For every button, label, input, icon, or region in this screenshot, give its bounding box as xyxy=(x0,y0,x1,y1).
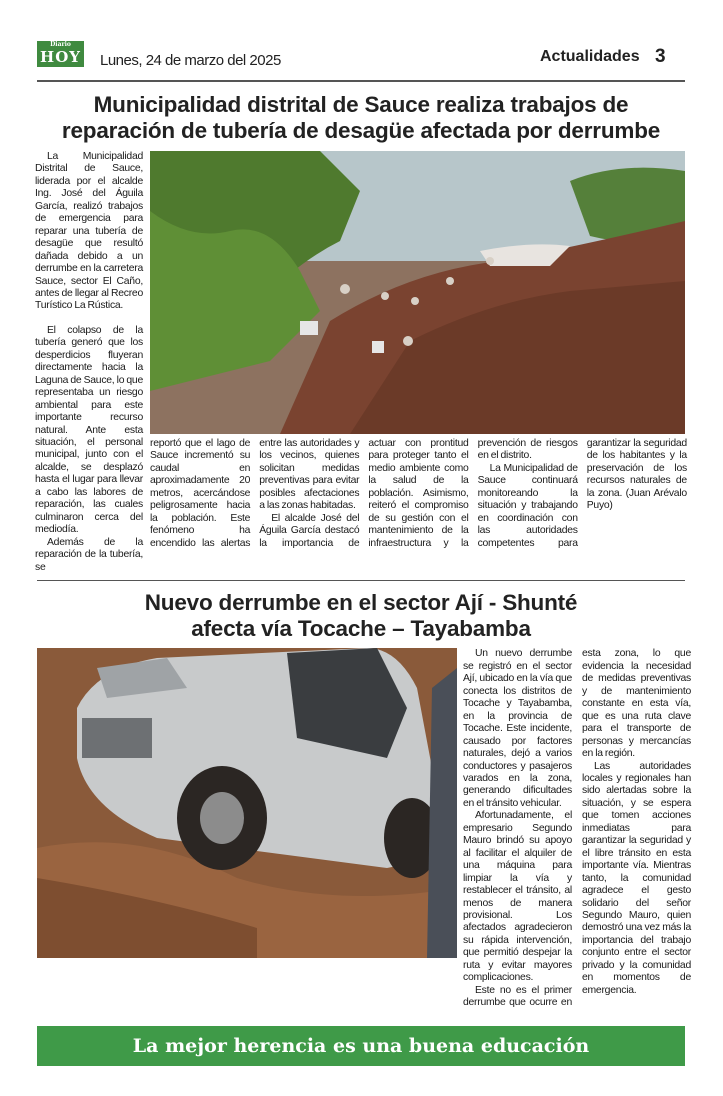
article2-body-columns xyxy=(463,648,691,1009)
paragraph: Afortunadamente, el empresario Segundo Mauro brindó su apoyo al facilitar el alquiler de una máquina para limpiar la vía y restablecer el tránsito, al menos de manera provisional. Los afectados agradecieron su rápida intervención, que permitió despejar la ruta y evitar mayores complicaciones. xyxy=(463,810,572,984)
logo-top: Diario xyxy=(50,41,71,48)
paragraph: La Municipalidad de Sauce continuará monitoreando la situación y trabajando en coordinación con las autoridades competentes para garantizar la seguridad de los habitantes y la preservación de los recursos naturales de la zona. (Juan Arévalo Puyo) xyxy=(477,438,687,549)
article1-main xyxy=(150,151,687,574)
article2-headline xyxy=(37,590,685,642)
headline-line: reparación de tubería de desagüe afectada por derrumbe xyxy=(61,118,661,143)
article2 xyxy=(37,648,691,1009)
logo-main: HOY xyxy=(40,48,81,66)
article1-photo-landslide xyxy=(150,151,685,434)
article-divider xyxy=(37,580,685,582)
footer-slogan-banner: La mejor herencia es una buena educación xyxy=(37,1026,685,1066)
paragraph: Un nuevo derrumbe se registró en el sector Ají, ubicado en la vía que conecta los distritos de Tocache y Tayabamba, en la provincia de Tocache. Este incidente, causado por factores naturales, dejó a varios conductores y pasajeros varados en la zona, generando dificultades en el tránsito vehicular. xyxy=(463,648,572,809)
paragraph: El colapso de la tubería generó que los desperdicios fluyeran directamente hacia la Laguna de Sauce, lo que representaba un riesgo ambiental para este importante recurso natural. Ante esta situación, el personal municipal, junto con el alcalde, se desplazó hasta el lugar para llevar a cabo las labores de reparación, las cuales culminaron cerca del mediodía. xyxy=(35,324,143,536)
paragraph: La Municipalidad Distrital de Sauce, liderada por el alcalde Ing. José del Águila García, realizó trabajos de emergencia para reparar una tubería de desagüe que resultó dañada debido a un derrumbe en la carretera Sauce, sector El Caño, antes de llegar al Recreo Turístico La Rústica. xyxy=(35,151,143,312)
article1-body-columns xyxy=(150,438,687,550)
paragraph: El alcalde José del Águila García destacó la importancia de actuar con prontitud para proteger tanto el medio ambiente como la salud de la población. Asimismo, reiteró el compromiso de su gestión con el mantenimiento de la infraestructura y la prevención de riesgos en el distrito. xyxy=(259,438,578,549)
headline-line: afecta vía Tocache – Tayabamba xyxy=(191,616,531,642)
header-rule xyxy=(37,80,685,82)
article1-lead-column xyxy=(35,151,143,574)
page-number: 3 xyxy=(655,46,666,67)
article1 xyxy=(35,151,687,574)
paragraph: Este no es el primer derrumbe que ocurre en esta zona, lo que evidencia la necesidad de medidas preventivas y de mantenimiento constante en esta vía, que es una ruta clave para el transporte de personas y mercancías en la región. xyxy=(463,648,691,1009)
paragraph: reportó que el lago de Sauce incrementó su caudal en aproximadamente 20 metros, acercándose peligrosamente hacia la población. Este fenómeno ha encendido las alertas entre las autoridades y los vecinos, quienes solicitan medidas preventivas para evitar posibles afectaciones a las zonas habitadas. xyxy=(150,438,360,549)
article2-photo-stuck-truck xyxy=(37,648,457,958)
article1-headline xyxy=(31,92,691,144)
headline-line: Municipalidad distrital de Sauce realiza trabajos de xyxy=(93,92,629,117)
paragraph: Las autoridades locales y regionales han sido alertadas sobre la situación, y se espera que tomen acciones inmediatas para garantizar la seguridad y el libre tránsito en esta importante vía. Mientras tanto, la comunidad agradece el gesto solidario del señor Segundo Mauro, quien demostró una vez más la importancia del trabajo conjunto entre el sector privado y la comunidad en momentos de emergencia. xyxy=(582,760,691,996)
section-name: Actualidades xyxy=(540,48,640,65)
issue-date: Lunes, 24 de marzo del 2025 xyxy=(100,52,281,69)
headline-line: Nuevo derrumbe en el sector Ají - Shunté xyxy=(144,590,578,616)
paragraph: Además de la reparación de la tubería, se xyxy=(35,536,143,573)
